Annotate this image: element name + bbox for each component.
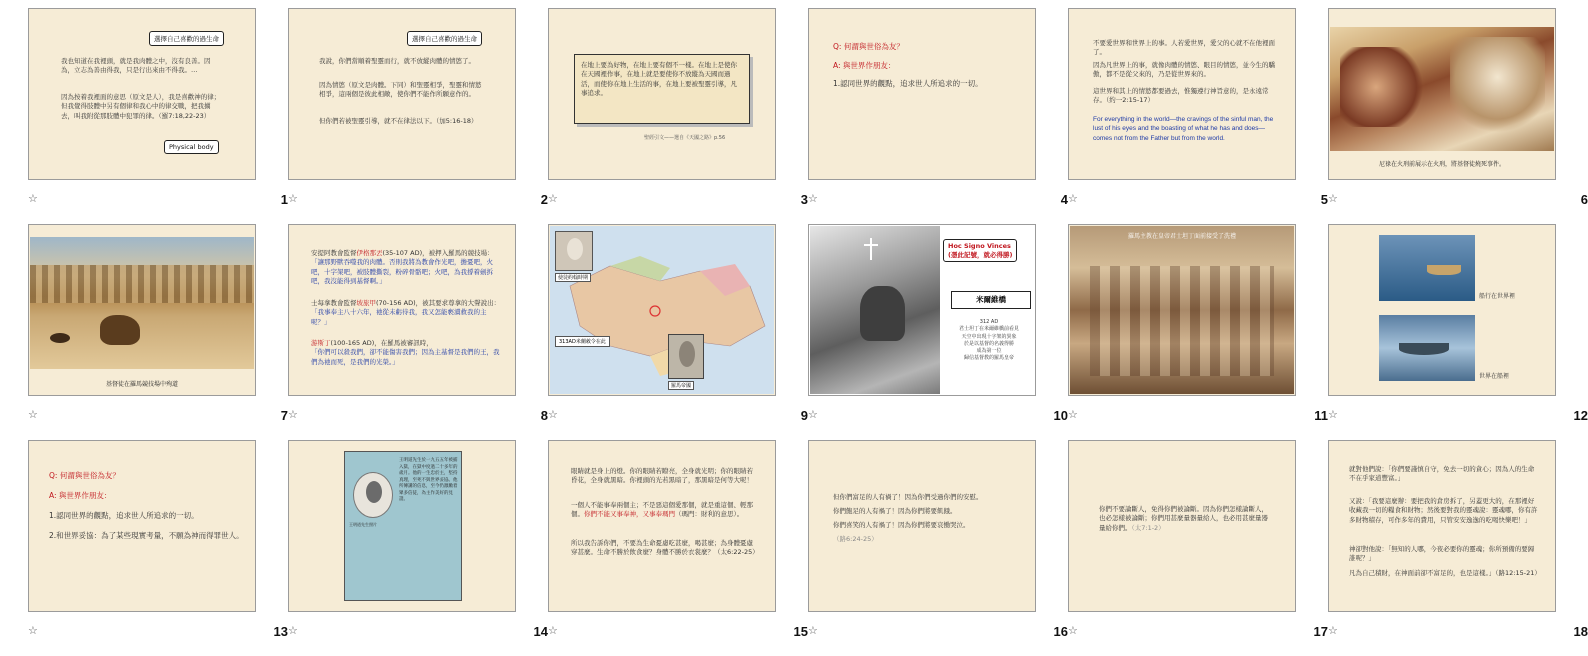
boat-in-water-image (1379, 235, 1475, 301)
slide-number: 7 (280, 408, 288, 423)
slide-transition-icon[interactable]: ☆ (548, 624, 558, 637)
slide-text: 我說，你們當順着聖靈而行，就不放縱肉體的情慾了。 (319, 57, 475, 65)
image-caption: 基督徒在羅馬競技場中殉道 (105, 381, 178, 388)
slide-text: 神卻對他說：「無知的人哪，今夜必要你的靈魂；你所預備的要歸誰呢？」 (1349, 545, 1535, 563)
question-text: Q: 何謂與世俗為友？ (49, 471, 120, 480)
list-item: 1.認同世界的觀點，追求世人所追求的一切。 (49, 511, 199, 520)
slide-transition-icon[interactable]: ☆ (288, 192, 298, 205)
slide-transition-icon[interactable]: ☆ (288, 408, 298, 421)
slide-text: 因為情慾（原文是肉體。下同）和聖靈相爭，聖靈和情慾相爭，這兩個是彼此相敵，使你們不能作所願意作的。 (319, 81, 482, 99)
slide-thumbnail-2[interactable] (288, 8, 516, 180)
slide-cell-7 (28, 224, 288, 440)
slide-thumbnail-11[interactable] (1068, 224, 1296, 396)
slide-text: 你們飽足的人有禍了！因為你們將要飢餓。 (833, 507, 957, 515)
slide-thumbnail-3[interactable] (548, 8, 776, 180)
painting-image (30, 237, 254, 369)
answer-text: A: 與世界作朋友： (833, 61, 896, 70)
reference-text: （路6:24-25） (833, 535, 878, 543)
slide-number: 15 (793, 624, 808, 639)
martyr-paragraph-3: 游斯丁(100-165 AD)，在羅馬被審訊時， 「你們可以殺我們，卻不能傷害我們；因為主基督是我們的王，我們為祂而死，是我們的光榮。」 (311, 339, 500, 366)
slide-thumbnail-15[interactable] (548, 440, 776, 612)
slide-thumbnail-14[interactable] (288, 440, 516, 612)
question-text: Q: 何謂與世俗為友？ (833, 42, 904, 51)
slide-thumbnail-8[interactable] (288, 224, 516, 396)
source-text: 聖經引文——選自《天國之路》p.56 (644, 135, 726, 141)
body-text: 312 AD 君士坦丁在米爾維橋前看見 天空中出現十字架的異象 於是以基督的名義得勝 成為第一位 歸信基督教的羅馬皇帝 (958, 319, 1019, 362)
slide-text: 就對他們說：「你們要謹慎自守，免去一切的貪心；因為人的生命不在乎家道豐富。」 (1349, 465, 1535, 483)
slide-text: 但你們若被聖靈引導，就不在律法以下。（加5:16-18） (319, 117, 478, 125)
slide-transition-icon[interactable]: ☆ (1328, 192, 1338, 205)
slide-thumbnail-7[interactable] (28, 224, 256, 396)
slide-cell-14 (288, 440, 548, 656)
slide-transition-icon[interactable]: ☆ (548, 192, 558, 205)
slide-thumbnail-9[interactable] (548, 224, 776, 396)
slide-thumbnail-5[interactable] (1068, 8, 1296, 180)
slide-cell-5 (1068, 8, 1328, 224)
slide-text: 不要愛世界和世界上的事。人若愛世界，愛父的心就不在他裡面了。 (1093, 39, 1275, 57)
book-page-image (344, 451, 462, 601)
slide-text: 你們喜笑的人有禍了！因為你們將要哀慟哭泣。 (833, 521, 970, 529)
image-caption: 尼祿在火刑前展示在火刑，將基督徒燒死事件。 (1378, 161, 1505, 168)
slide-transition-icon[interactable]: ☆ (548, 408, 558, 421)
slide-cell-17 (1068, 440, 1328, 656)
painting-image (1330, 27, 1554, 151)
answer-text: A: 與世界作朋友： (49, 491, 112, 500)
slide-cell-11 (1068, 224, 1328, 440)
slide-cell-9 (548, 224, 808, 440)
slide-number: 17 (1313, 624, 1328, 639)
portrait-image (353, 472, 393, 518)
slide-number: 9 (800, 408, 808, 423)
slide-number: 8 (540, 408, 548, 423)
slide-thumbnail-17[interactable] (1068, 440, 1296, 612)
slide-text: 因為按着我裡面的意思（原文是人），我是喜歡神的律；但我覺得肢體中另有個律和我心中的律交戰，把我擄去，叫我附從那肢體中犯罪的律。（羅7:18,22-23） (61, 93, 221, 120)
engraving-image (810, 226, 940, 394)
slide-thumbnail-12[interactable] (1328, 224, 1556, 396)
image-label: 世界在船裡 (1479, 373, 1510, 380)
book-text: 王明道先生於一九五五年被捕入獄，在獄中度過二十多年的歲月。他的一生忠於主，堅持真理，至死不與世界妥協。他所傳講的信息，至今仍激勵着眾多信徒，為主作美好的見證。 (399, 458, 458, 503)
slide-text: 因為凡世界上的事，就像肉體的情慾、眼目的情慾，並今生的驕傲，都不是從父來的，乃是從世界來的。 (1093, 61, 1275, 79)
slide-number: 6 (1580, 192, 1588, 207)
slide-text-2: 一個人不能事奉兩個主；不是惡這個愛那個，就是重這個、輕那個。你們不能又事奉神，又事奉瑪門（瑪門：財利的意思）。 (571, 501, 753, 519)
slide-thumbnail-13[interactable] (28, 440, 256, 612)
portrait-image (668, 334, 704, 379)
slide-transition-icon[interactable]: ☆ (808, 192, 818, 205)
callout-bubble: 選擇自己喜歡的過生命 (407, 31, 482, 46)
map-label: 羅馬帝國 (668, 381, 694, 390)
martyr-paragraph-2: 士每拿教會監督坡旅甲(70-156 AD)，被其要求尊拿的大聲說出： 「我事奉主八十六年，祂從未虧待我，我又怎能褻瀆救我的主呢？」 (311, 299, 501, 326)
slide-number: 14 (533, 624, 548, 639)
slide-cell-1 (28, 8, 288, 224)
martyr-paragraph-1: 安提阿教會監督伊格那丟(35-107 AD)，被押入羅馬的競技場： 「讓那野獸吞噬我的肉體。否則我將為教會作光吧，擔憂吧，火吧，十字架吧，被肢體撕裂，粉碎骨骼吧；火吧，為我撐着劍拆吧，我沒能得到基督啊。」 (311, 249, 494, 286)
slide-transition-icon[interactable]: ☆ (1068, 624, 1078, 637)
slide-thumbnail-1[interactable] (28, 8, 256, 180)
list-item: 2.和世界妥協：為了某些現實考量，不願為神而得罪世人。 (49, 531, 244, 540)
slide-number: 1 (280, 192, 288, 207)
english-text: For everything in the world—the cravings of the sinful man, the lust of his eyes and the boasting of what he has and does—comes not from the Father but from the world. (1093, 116, 1274, 142)
slide-transition-icon[interactable]: ☆ (28, 192, 38, 205)
slide-number: 5 (1320, 192, 1328, 207)
slide-text: 我也知道在我裡頭，就是我肉體之中，沒有良善。因為，立志為善由得我，只是行出來由不得我。… (61, 57, 211, 75)
map-image (550, 226, 774, 394)
slide-number: 18 (1573, 624, 1588, 639)
photo-caption: 王明道先生照片 (349, 522, 377, 527)
slide-number: 11 (1314, 408, 1328, 423)
slide-text: 你們不要論斷人，免得你們被論斷。因為你們怎樣論斷人，也必怎樣被論斷；你們用甚麼量器量給人，也必用甚麼量器量給你們。（太7:1-2） (1099, 505, 1268, 532)
slide-number: 4 (1060, 192, 1068, 207)
slide-cell-15 (548, 440, 808, 656)
slide-text: 所以我告訴你們，不要為生命憂慮吃甚麼，喝甚麼；為身體憂慮穿甚麼。生命不勝於飲食麼？身體不勝於衣裳麼？（太6:22-25） (571, 539, 759, 557)
slide-number: 16 (1053, 624, 1068, 639)
slide-text: 又說：「我要這麼辦：要把我的倉房拆了，另蓋更大的，在那裡好收藏我一切的糧食和財物；然後要對我的靈魂說：靈魂哪，你有許多財物積存，可作多年的費用，只管安安逸逸的吃喝快樂吧！」 (1349, 497, 1538, 524)
slide-number: 3 (800, 192, 808, 207)
slide-thumbnail-4[interactable] (808, 8, 1036, 180)
slide-thumbnail-16[interactable] (808, 440, 1036, 612)
painting-image (1070, 226, 1294, 394)
slide-number: 13 (273, 624, 288, 639)
slide-transition-icon[interactable]: ☆ (1068, 192, 1078, 205)
boat-filled-image (1379, 315, 1475, 381)
slide-text: 凡為自己積財，在神面前卻不富足的，也是這樣。」（路12:15-21） (1349, 569, 1541, 577)
slide-thumbnail-18[interactable] (1328, 440, 1556, 612)
callout-bubble: Hoc Signo Vinces (憑此記號，就必得勝) (943, 239, 1017, 262)
slide-title: 羅馬主教在皇帝君士坦丁面前接受了洗禮 (1127, 233, 1236, 240)
slide-cell-12 (1328, 224, 1588, 440)
callout-label: Physical body (164, 140, 219, 154)
image-label: 船行在世界裡 (1479, 293, 1516, 300)
quote-text: 在地上要為好物，在地上要有個不一樣。在地上是使你在天國裡作事，在地上就是要使你不放縱為天國而過活，而使你在地上生活的事，在地上要被聖靈引導，凡事追求。 (581, 61, 737, 98)
slide-thumbnail-6[interactable] (1328, 8, 1556, 180)
slide-number: 12 (1573, 408, 1588, 423)
slide-text: 眼睛就是身上的燈。你的眼睛若瞭亮，全身就光明；你的眼睛若昏花，全身就黑暗。你裡頭的光若黑暗了，那黑暗是何等大呢！ (571, 467, 753, 485)
title-box: 米爾維橋 (951, 291, 1031, 309)
slide-transition-icon[interactable]: ☆ (808, 624, 818, 637)
callout-bubble: 選擇自己喜歡的過生命 (149, 31, 224, 46)
map-label: 313AD米蘭敕令在此 (555, 336, 610, 347)
slide-cell-13 (28, 440, 288, 656)
slide-cell-18 (1328, 440, 1588, 656)
slide-number: 10 (1053, 408, 1068, 423)
slide-cell-8 (288, 224, 548, 440)
slide-text: 但你們富足的人有禍了！因為你們受過你們的安慰。 (833, 493, 983, 501)
quote-box (574, 54, 750, 124)
slide-cell-16 (808, 440, 1068, 656)
slide-thumbnail-10[interactable] (808, 224, 1036, 396)
slide-transition-icon[interactable]: ☆ (808, 408, 818, 421)
slide-transition-icon[interactable]: ☆ (28, 408, 38, 421)
slide-cell-6 (1328, 8, 1588, 224)
portrait-image (555, 231, 593, 271)
slide-transition-icon[interactable]: ☆ (28, 624, 38, 637)
slide-transition-icon[interactable]: ☆ (1068, 408, 1078, 421)
slide-cell-3 (548, 8, 808, 224)
slide-cell-4 (808, 8, 1068, 224)
slide-text: 這世界和其上的情慾都要過去，惟獨遵行神旨意的，是永遠常存。（約一2:15-17） (1093, 87, 1269, 105)
slide-transition-icon[interactable]: ☆ (1328, 624, 1338, 637)
map-label: 使徒約翰時期 (555, 273, 591, 282)
slide-number: 2 (540, 192, 548, 207)
list-item: 1.認同世界的觀點，追求世人所追求的一切。 (833, 79, 983, 88)
slide-cell-2 (288, 8, 548, 224)
slide-cell-10 (808, 224, 1068, 440)
slide-transition-icon[interactable]: ☆ (1328, 408, 1338, 421)
slide-transition-icon[interactable]: ☆ (288, 624, 298, 637)
